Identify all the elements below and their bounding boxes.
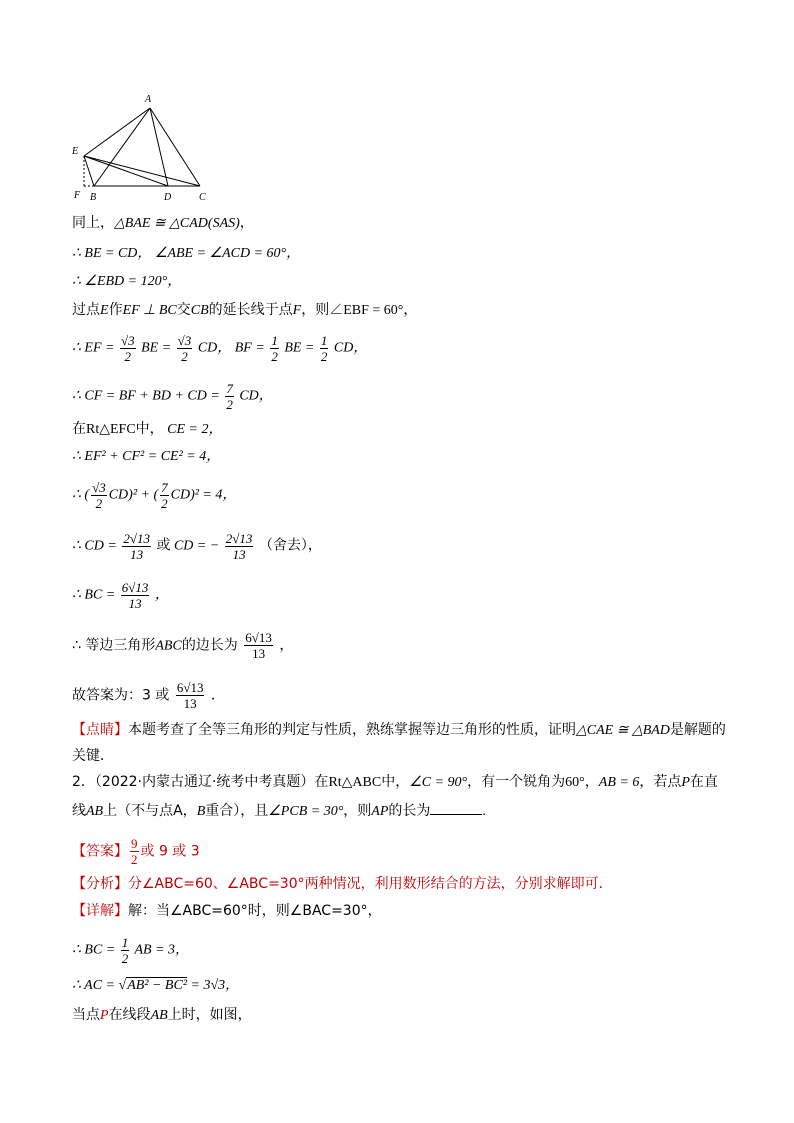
line-side-length: ∴ 等边三角形ABC的边长为 $\frac{6√13}{13}$ ， — [72, 630, 294, 661]
segment-AB — [94, 108, 150, 186]
line-bc: ∴ BC = $\frac{6√13}{13}$ ， — [72, 580, 169, 611]
line-ac: ∴ AC = √AB² − BC² = 3√3， — [72, 978, 240, 993]
label-point-D: D — [164, 192, 172, 203]
line-in-rt-efc: 在Rt△EFC中， CE = 2， — [72, 421, 223, 437]
line-congruence: 同上，△BAE ≅ △CAD(SAS)， — [72, 215, 254, 231]
segment-AD — [150, 108, 168, 186]
line-pythagoras: ∴ EF² + CF² = CE² = 4， — [72, 449, 221, 464]
line-detail: 【详解】解：当∠ABC=60°时，则∠BAC=30°， — [72, 903, 382, 919]
problem-2-line-1: 2．（2022·内蒙古通辽·统考中考真题）在Rt△ABC中，∠C = 90°，有一个锐角为60°，AB = 6，若点P在直 — [72, 774, 718, 790]
fraction-6sqrt13-over-13: $\frac{6√13}{13}$ — [176, 680, 204, 711]
line-answer: 【答案】 $\frac{9}{2}$ 或 9 或 3 — [72, 836, 200, 867]
fraction-sqrt3-over-2: $\frac{√3}{2}$ — [177, 333, 192, 364]
fraction-6sqrt13-over-13: $\frac{6√13}{13}$ — [245, 630, 272, 661]
fraction-one-half: $\frac{1}{2}$ — [121, 935, 129, 966]
label-point-C: C — [199, 192, 206, 203]
answer-tag: 【答案】 — [72, 843, 128, 860]
line-cd-solution: ∴ CD = $\frac{2√13}{13}$ 或 CD = − $\frac{2√13}{13}$ （舍去）， — [72, 531, 322, 562]
line-construct-ef: 过点E作EF ⊥ BC交CB的延长线于点F，则∠EBF = 60°， — [72, 302, 418, 318]
fraction-sqrt3-over-2: $\frac{√3}{2}$ — [92, 480, 106, 511]
segment-ED — [84, 156, 168, 186]
radicand: AB² − BC² — [127, 978, 188, 993]
line-final-answer: 故答案为：3 或 $\frac{6√13}{13}$ . — [72, 680, 216, 711]
fraction-2sqrt13-over-13: $\frac{2√13}{13}$ — [225, 531, 253, 562]
line-key: 关键． — [72, 748, 114, 764]
line-equation-cd: ∴ ( $\frac{√3}{2}$ CD)² + ( $\frac{7}{2}$ CD)² = 4， — [72, 480, 237, 511]
fraction-nine-halves: $\frac{9}{2}$ — [131, 836, 138, 867]
fraction-2sqrt13-over-13: $\frac{2√13}{13}$ — [123, 531, 150, 562]
line-be-eq-cd: ∴ BE = CD， ∠ABE = ∠ACD = 60°， — [72, 246, 301, 261]
label-point-A: A — [145, 94, 152, 105]
line-point-p-on-ab: 当点P在线段AB上时，如图， — [72, 1007, 252, 1023]
sqrt-symbol: √ — [118, 978, 127, 993]
fraction-sqrt3-over-2: $\frac{√3}{2}$ — [120, 333, 135, 364]
line-analysis: 【分析】分∠ABC=60、∠ABC=30°两种情况，利用数形结合的方法，分别求解即可． — [72, 876, 613, 892]
problem-2-line-2: 线AB上（不与点A，B重合），且∠PCB = 30°，则AP的长为 . — [72, 800, 486, 822]
fraction-seven-halves: $\frac{7}{2}$ — [161, 480, 168, 511]
fraction-one-half: $\frac{1}{2}$ — [271, 333, 278, 364]
line-cf: ∴ CF = BF + BD + CD = $\frac{7}{2}$ CD， — [72, 381, 273, 412]
line-angle-ebd: ∴ ∠EBD = 120°， — [72, 274, 182, 289]
label-point-F: F — [74, 190, 81, 201]
line-dianjing: 【点睛】本题考查了全等三角形的判定与性质，熟练掌握等边三角形的性质，证明△CAE ≅ △BAD是解题的 — [72, 722, 726, 738]
segment-AC — [150, 108, 200, 186]
segment-EC — [84, 156, 200, 186]
triangle-figure — [62, 88, 222, 206]
line-ef-bf: ∴ EF = $\frac{√3}{2}$ BE = $\frac{√3}{2}$ CD， BF = $\frac{1}{2}$ BE = $\frac{1}{2}$ CD， — [72, 333, 368, 364]
detail-tag: 【详解】 — [72, 903, 128, 919]
dianjing-tag: 【点睛】 — [72, 722, 128, 738]
label-point-B: B — [90, 192, 97, 203]
fraction-seven-halves: $\frac{7}{2}$ — [226, 381, 233, 412]
segment-EB — [84, 156, 94, 186]
analysis-tag: 【分析】 — [72, 876, 128, 892]
fraction-6sqrt13-over-13: $\frac{6√13}{13}$ — [121, 580, 149, 611]
line-bc-half: ∴ BC = $\frac{1}{2}$ AB = 3， — [72, 935, 190, 966]
segment-AE — [84, 108, 150, 156]
answer-blank — [430, 800, 482, 815]
fraction-one-half: $\frac{1}{2}$ — [320, 333, 328, 364]
label-point-E: E — [72, 146, 79, 157]
